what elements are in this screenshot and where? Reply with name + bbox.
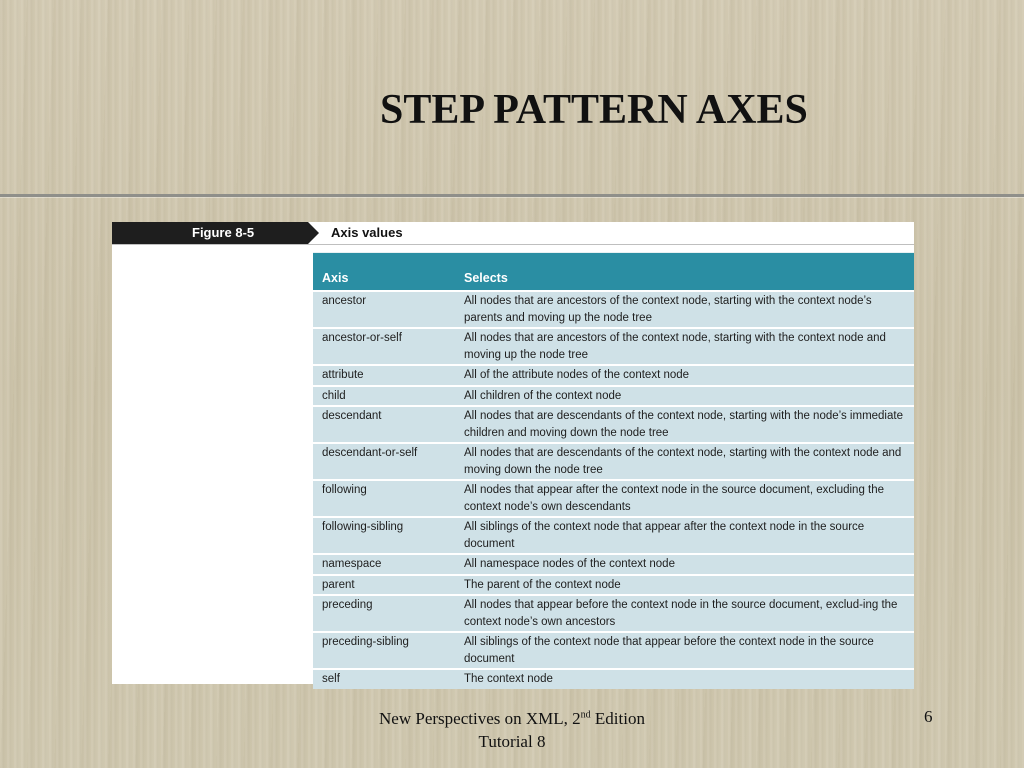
- selects-cell: All nodes that appear after the context node in the source document, excluding the context node’s own descendants: [464, 484, 885, 513]
- axis-cell: self: [322, 673, 340, 685]
- title-divider: [0, 194, 1024, 197]
- selects-cell: All nodes that appear before the context node in the source document, exclud-ing the context node’s own ancestors: [464, 599, 898, 628]
- axis-cell: descendant-or-self: [322, 447, 418, 459]
- table-row: [313, 442, 914, 479]
- selects-cell: All children of the context node: [464, 389, 622, 402]
- figure-header: [112, 222, 914, 245]
- figure-label-tab: [112, 222, 308, 244]
- slide-footer: [340, 707, 684, 753]
- footer-book-suffix: Edition: [590, 709, 645, 728]
- selects-cell: All of the attribute nodes of the context node: [464, 369, 690, 381]
- page-number: 6: [924, 707, 933, 726]
- table-row: [313, 479, 914, 516]
- axis-cell: ancestor: [322, 295, 367, 307]
- axis-table: [313, 252, 914, 689]
- selects-cell: All nodes that are ancestors of the context node, starting with the context node and moving up the node tree: [464, 332, 886, 361]
- column-header-selects: Selects: [464, 271, 508, 285]
- axis-cell: preceding: [322, 599, 373, 611]
- table-row: [313, 385, 914, 406]
- table-body: [313, 290, 914, 689]
- selects-cell: All nodes that are ancestors of the context node, starting with the context node’s parents and moving up the node tree: [464, 295, 872, 324]
- table-row: [313, 631, 914, 668]
- axis-cell: following: [322, 484, 367, 496]
- figure-label-arrow: [308, 222, 319, 244]
- axis-cell: preceding-sibling: [322, 636, 409, 648]
- selects-cell: All siblings of the context node that appear before the context node in the source document: [464, 636, 874, 665]
- axis-cell: ancestor-or-self: [322, 332, 402, 344]
- footer-tutorial: Tutorial 8: [478, 732, 546, 751]
- axis-cell: namespace: [322, 558, 382, 570]
- table-row: [313, 327, 914, 364]
- footer-book-prefix: New Perspectives on XML, 2: [379, 709, 581, 728]
- figure-caption: Axis values: [331, 225, 403, 240]
- table-row: [313, 594, 914, 631]
- axis-cell: parent: [322, 578, 355, 591]
- selects-cell: The context node: [464, 673, 553, 685]
- axis-cell: descendant: [322, 410, 382, 422]
- figure-panel: [112, 222, 914, 684]
- table-row: [313, 516, 914, 553]
- table-row: [313, 364, 914, 385]
- table-row: [313, 553, 914, 574]
- column-header-axis: Axis: [322, 271, 349, 285]
- selects-cell: The parent of the context node: [464, 578, 621, 591]
- figure-label: Figure 8-5: [192, 225, 255, 240]
- selects-cell: All nodes that are descendants of the context node, starting with the node’s immediate children and moving down the node tree: [464, 410, 903, 439]
- axis-cell: child: [322, 389, 346, 402]
- footer-book-title: [340, 707, 684, 730]
- table-row: [313, 290, 914, 327]
- axis-cell: following-sibling: [322, 521, 404, 533]
- table-row: [313, 668, 914, 689]
- selects-cell: All nodes that are descendants of the context node, starting with the context node and moving down the node tree: [464, 447, 902, 476]
- selects-cell: All siblings of the context node that appear after the context node in the source document: [464, 521, 865, 550]
- table-header-row: [313, 252, 914, 290]
- table-row: [313, 574, 914, 595]
- selects-cell: All namespace nodes of the context node: [464, 558, 675, 570]
- table-row: [313, 405, 914, 442]
- axis-cell: attribute: [322, 369, 364, 381]
- footer-book-sup: nd: [580, 709, 591, 721]
- slide-title: STEP PATTERN AXES: [380, 87, 808, 133]
